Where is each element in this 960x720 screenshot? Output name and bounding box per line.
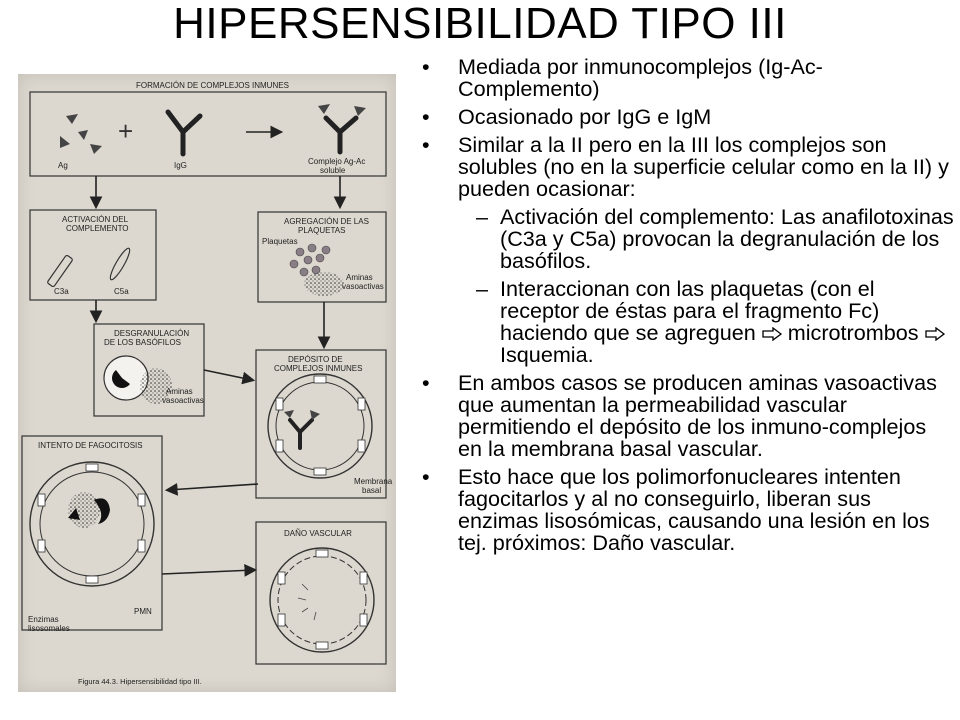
box4-title-line1: DESGRANULACIÓN (114, 329, 190, 338)
basement-membrane-line1: Membrana (354, 477, 393, 486)
bullet-marker: • (422, 370, 430, 395)
box2-title-line2: COMPLEMENTO (66, 224, 129, 233)
box1-title: FORMACIÓN DE COMPLEJOS INMUNES (136, 81, 289, 90)
box2-title-line1: ACTIVACIÓN DEL (62, 215, 129, 224)
c5a-fragment-icon (108, 246, 133, 281)
box5-title-line1: DEPÓSITO DE (288, 355, 343, 364)
amines-label-line2: vasoactivas (342, 282, 384, 291)
bullet-text: Esto hace que los polimorfonucleares intenten fagocitarlos y al no conseguirlo, liberan sus enzimas lisosómicas, causando una lesión en los tej. próximos: Daño vascular. (458, 464, 930, 555)
slide-title: HIPERSENSIBILIDAD TIPO III (173, 0, 787, 48)
box6-title: INTENTO DE FAGOCITOSIS (38, 441, 143, 450)
amines-label-line1: Aminas (346, 273, 373, 282)
bullet-item (418, 134, 954, 200)
bullet-marker: • (422, 132, 430, 157)
bullet-text: Mediada por inmunocomplejos (Ig-Ac-Complemento) (458, 54, 823, 101)
box3-title-line1: AGREGACIÓN DE LAS (284, 217, 369, 226)
deposited-complex-icon (284, 410, 320, 448)
basement-membrane-line2: basal (362, 486, 382, 495)
pmn-label: PMN (134, 607, 152, 616)
bullet-text: Ocasionado por IgG e IgM (458, 104, 712, 129)
sub-bullet-item (418, 278, 954, 366)
sub-bullet-text: Activación del complemento: Las anafilotoxinas (C3a y C5a) provocan la degranulación de los basófilos. (500, 204, 954, 273)
bullet-marker: • (422, 464, 430, 489)
figure-diagram (18, 74, 396, 692)
box7-title: DAÑO VASCULAR (284, 529, 352, 538)
igg-label: IgG (174, 161, 187, 170)
plus-sign: + (118, 116, 134, 146)
vasoactive-amines-cloud-icon (304, 272, 344, 296)
sub-bullet-text-part1: Interaccionan con las plaquetas (con el receptor de éstas para el fragmento Fc) haciendo que se agreguen (500, 276, 880, 345)
antigen-triangles-icon (60, 114, 102, 154)
bullet-list (418, 56, 954, 560)
figure-caption: Figura 44.3. Hipersensibilidad tipo III. (78, 677, 202, 686)
soluble-immune-complex-icon (318, 104, 366, 152)
vessel-wall-icon (268, 374, 372, 478)
bullet-text: En ambos casos se producen aminas vasoactivas que aumentan la permeabilidad vascular permitiendo el depósito de los inmuno-complejos en la membrana basal vascular. (458, 370, 937, 461)
arrow-basophil-to-deposit-icon (204, 370, 252, 380)
bullet-item (418, 466, 954, 554)
box5-title-line2: COMPLEJOS INMUNES (274, 364, 363, 373)
right-arrow-outline-icon (925, 327, 945, 341)
igg-antibody-icon (168, 112, 200, 154)
damaged-vessel-icon (270, 548, 374, 652)
platelets-icon (290, 244, 330, 276)
c3a-fragment-icon (47, 255, 73, 287)
box4-title-line2: DE LOS BASÓFILOS (104, 338, 181, 347)
sub-bullet-text-part3: Isquemia. (500, 342, 594, 367)
vessel-with-pmn-icon (30, 462, 154, 586)
lysosomal-enzymes-line2: lisosomales (28, 624, 70, 633)
arrow-to-phagocytosis-icon (168, 484, 258, 490)
arrow-to-vascular-damage-icon (162, 570, 254, 574)
bullet-item (418, 372, 954, 460)
sub-bullet-marker: – (476, 204, 489, 229)
antigen-label: Ag (58, 161, 68, 170)
sub-bullet-item (418, 206, 954, 272)
box3-title-line2: PLAQUETAS (298, 226, 346, 235)
bullet-item (418, 56, 954, 100)
basophil-amines-line2: vasoactivas (162, 396, 204, 405)
right-arrow-outline-icon (762, 327, 782, 341)
sub-bullet-text-part2: microtrombos (781, 320, 925, 345)
lysosomal-enzymes-line1: Enzimas (28, 615, 59, 624)
complex-label-line1: Complejo Ag-Ac (308, 157, 366, 166)
type-iii-hypersensitivity-figure (18, 74, 396, 692)
bullet-marker: • (422, 54, 430, 79)
basophil-amines-line1: Aminas (166, 387, 193, 396)
basophil-cell-icon (104, 356, 148, 400)
bullet-text: Similar a la II pero en la III los complejos son solubles (no en la superficie celular como en la II) y pueden ocasionar: (458, 132, 949, 201)
bullet-marker: • (422, 104, 430, 129)
complex-label-line2: soluble (320, 166, 346, 175)
platelets-label: Plaquetas (262, 237, 298, 246)
bullet-item (418, 106, 954, 128)
c5a-label: C5a (114, 287, 129, 296)
c3a-label: C3a (54, 287, 69, 296)
sub-bullet-marker: – (476, 276, 489, 301)
